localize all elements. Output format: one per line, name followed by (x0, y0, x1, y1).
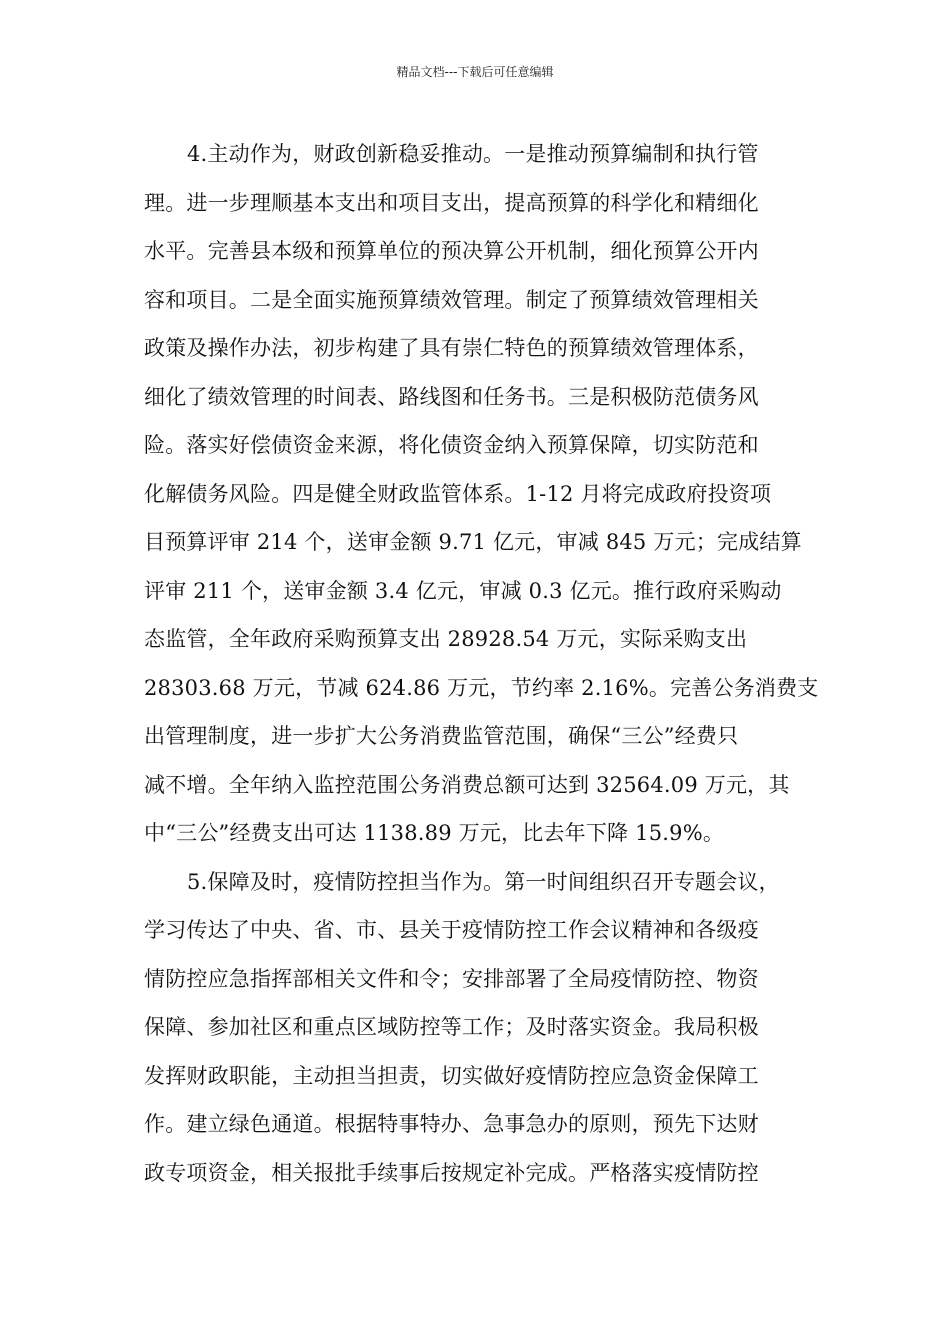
text-line: 政专项资金，相关报批手续事后按规定补完成。严格落实疫情防控 (144, 1160, 759, 1185)
text-line: 政策及操作办法，初步构建了具有崇仁特色的预算绩效管理体系， (144, 336, 759, 360)
text-line: 细化了绩效管理的时间表、路线图和任务书。三是积极防范债务风 (144, 384, 759, 409)
text-line: 学习传达了中央、省、市、县关于疫情防控工作会议精神和各级疫 (144, 918, 759, 942)
text-line: 作。建立绿色通道。根据特事特办、急事急办的原则，预先下达财 (144, 1112, 759, 1136)
page-header: 精品文档---下载后可任意编辑 (396, 65, 554, 79)
text-line: 发挥财政职能，主动担当担责，切实做好疫情防控应急资金保障工 (144, 1063, 759, 1088)
text-line: 28303.68 万元，节减 624.86 万元，节约率 2.16%。完善公务消费支 (144, 675, 819, 700)
text-line: 容和项目。二是全面实施预算绩效管理。制定了预算绩效管理相关 (144, 287, 759, 312)
text-line: 5.保障及时，疫情防控担当作为。第一时间组织召开专题会议， (187, 869, 780, 894)
text-line: 评审 211 个，送审金额 3.4 亿元，审减 0.3 亿元。推行政府采购动 (144, 578, 782, 603)
text-line: 态监管，全年政府采购预算支出 28928.54 万元，实际采购支出 (144, 627, 748, 651)
text-line: 化解债务风险。四是健全财政监管体系。1-12 月将完成政府投资项 (144, 481, 772, 506)
text-line: 目预算评审 214 个，送审金额 9.71 亿元，审减 845 万元；完成结算 (144, 530, 802, 554)
text-line: 出管理制度，进一步扩大公务消费监管范围，确保“三公”经费只 (144, 724, 739, 748)
document-body (144, 130, 820, 1197)
text-line: 理。进一步理顺基本支出和项目支出，提高预算的科学化和精细化 (144, 190, 759, 215)
text-line: 4.主动作为，财政创新稳妥推动。一是推动预算编制和执行管 (187, 142, 759, 166)
text-line: 保障、参加社区和重点区域防控等工作；及时落实资金。我局积极 (144, 1015, 759, 1039)
text-line: 中“三公”经费支出可达 1138.89 万元，比去年下降 15.9%。 (144, 821, 725, 845)
text-line: 情防控应急指挥部相关文件和令；安排部署了全局疫情防控、物资 (144, 966, 759, 991)
text-line: 水平。完善县本级和预算单位的预决算公开机制，细化预算公开内 (144, 239, 759, 263)
text-line: 减不增。全年纳入监控范围公务消费总额可达到 32564.09 万元，其 (144, 772, 790, 797)
text-line: 险。落实好偿债资金来源，将化债资金纳入预算保障，切实防范和 (144, 433, 759, 457)
